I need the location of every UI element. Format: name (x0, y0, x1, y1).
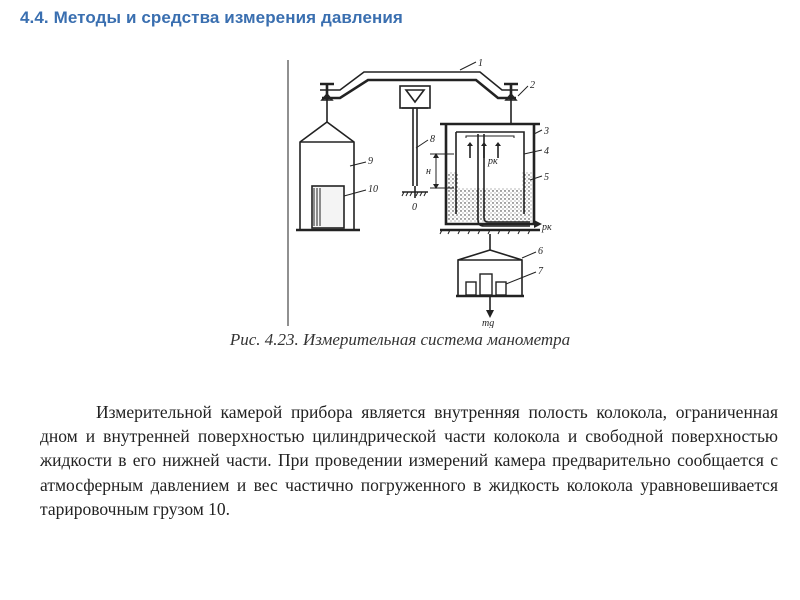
label-4: 4 (544, 146, 549, 157)
label-7: 7 (538, 266, 543, 277)
label-1: 1 (478, 58, 483, 69)
weight-hanger (456, 234, 524, 318)
tare-hanger (296, 100, 360, 230)
label-pressure-inner: pк (488, 156, 498, 167)
label-pressure-inlet: pк (542, 222, 552, 233)
pointer (402, 108, 428, 198)
label-zero: 0 (412, 202, 417, 213)
label-3: 3 (544, 126, 549, 137)
bell-vessel (430, 100, 542, 234)
label-weight: mg (482, 318, 495, 328)
label-5: 5 (544, 172, 549, 183)
label-8: 8 (430, 134, 435, 145)
body-paragraph: Измерительной камерой прибора является внутренняя полость колокола, ограниченная дном и внутренней поверхностью цилиндрической части колокола и свободной поверхностью жидкости в его нижней части. При проведении измерений камера предварительно сообщается с атмосферным давлением и вес частично погруженного в жидкость колокола уравновешивается тарировочным грузом 10. (40, 402, 778, 519)
manometer-diagram (280, 58, 580, 328)
manometer-figure (280, 58, 580, 328)
page-title: 4.4. Методы и средства измерения давления (20, 8, 403, 27)
label-height: н (426, 166, 431, 177)
figure-caption: Рис. 4.23. Измерительная система манометра (229, 330, 571, 349)
balance-beam (320, 72, 518, 108)
label-9: 9 (368, 156, 373, 167)
label-6: 6 (538, 246, 543, 257)
label-10: 10 (368, 184, 378, 195)
label-2: 2 (530, 80, 535, 91)
